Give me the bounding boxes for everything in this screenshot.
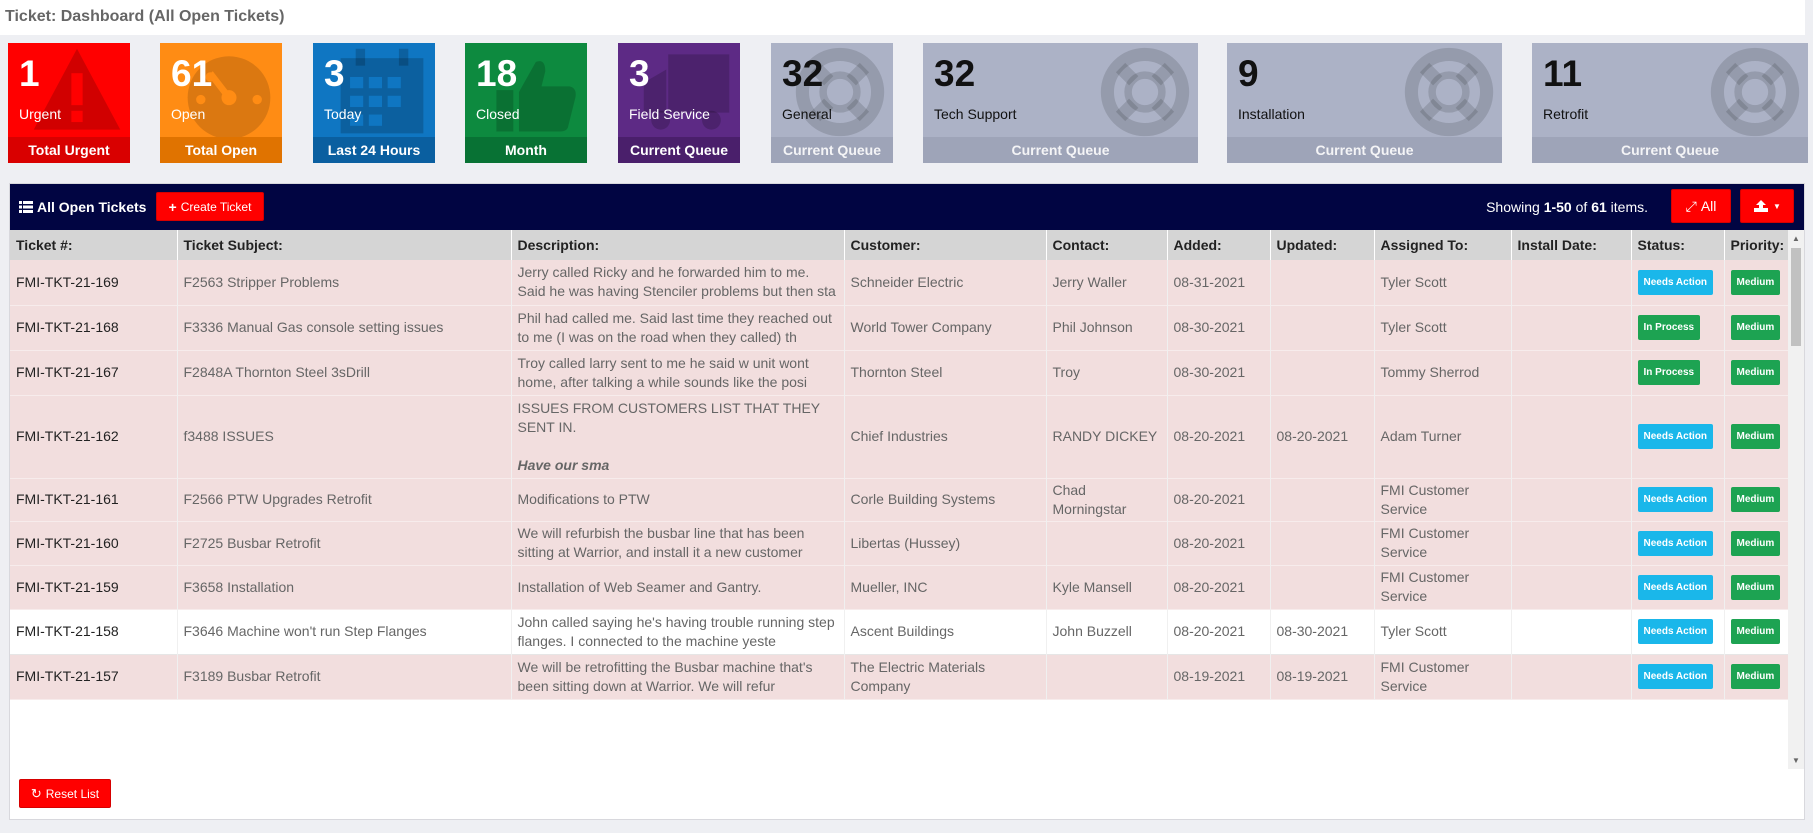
export-icon: [1753, 199, 1769, 213]
column-header[interactable]: Priority:: [1724, 230, 1790, 260]
cell-priority: [1724, 521, 1790, 565]
priority-badge: Medium: [1731, 270, 1781, 295]
column-header[interactable]: Description:: [511, 230, 844, 260]
description-text: Troy called larry sent to me he said w unit wont home, after talking a while sounds like the posi: [517, 354, 809, 390]
tile-footer[interactable]: Current Queue: [618, 137, 740, 163]
cell-priority: [1724, 654, 1790, 699]
table-row[interactable]: [10, 521, 1790, 565]
cell-assigned: Tommy Sherrod: [1374, 350, 1511, 395]
cell-assigned: Tyler Scott: [1374, 609, 1511, 654]
table-row[interactable]: [10, 305, 1790, 350]
table-row[interactable]: [10, 395, 1790, 478]
cell-install: [1511, 305, 1631, 350]
description-text: John called saying he's having trouble running step flanges. I connected to the machine yeste: [517, 613, 835, 649]
life-ring-icon: [1708, 45, 1802, 139]
tile-label: Urgent: [19, 106, 62, 122]
cell-customer: Mueller, INC: [844, 565, 1046, 609]
tile-count: 1: [19, 53, 40, 94]
description-text: Modifications to PTW: [517, 491, 650, 507]
showing-prefix: Showing: [1486, 199, 1544, 215]
scroll-up-icon[interactable]: ▲: [1792, 234, 1800, 243]
warning-icon: [30, 45, 124, 139]
table-scrollbar[interactable]: [1788, 230, 1804, 769]
cell-updated: 08-19-2021: [1270, 654, 1374, 699]
cell-assigned: FMI Customer Service: [1374, 565, 1511, 609]
calendar-icon: [335, 45, 429, 139]
cell-assigned: FMI Customer Service: [1374, 478, 1511, 521]
tile-count: 9: [1238, 53, 1259, 94]
tile-tech-support[interactable]: [923, 43, 1198, 163]
cell-id[interactable]: FMI-TKT-21-159: [10, 565, 177, 609]
tile-installation[interactable]: [1227, 43, 1502, 163]
cell-id[interactable]: FMI-TKT-21-169: [10, 260, 177, 305]
cell-status: [1631, 654, 1724, 699]
tile-retrofit[interactable]: [1532, 43, 1808, 163]
table-body: [10, 260, 1790, 699]
cell-priority: [1724, 350, 1790, 395]
description-text: Installation of Web Seamer and Gantry.: [517, 578, 762, 595]
cell-added: 08-19-2021: [1167, 654, 1270, 699]
tickets-table: [10, 230, 1790, 700]
cell-desc: [511, 478, 844, 521]
column-header[interactable]: Assigned To:: [1374, 230, 1511, 260]
priority-badge: Medium: [1731, 360, 1781, 385]
caret-down-icon: ▼: [1773, 201, 1781, 211]
tile-urgent[interactable]: [8, 43, 130, 163]
cell-updated: [1270, 521, 1374, 565]
column-header[interactable]: Status:: [1631, 230, 1724, 260]
reset-list-label: Reset List: [45, 786, 100, 801]
list-icon: [19, 201, 33, 213]
expand-icon: ⤢: [1685, 197, 1697, 214]
priority-badge: Medium: [1731, 664, 1781, 689]
cell-added: 08-20-2021: [1167, 565, 1270, 609]
table-row[interactable]: [10, 565, 1790, 609]
tile-count: 11: [1543, 53, 1583, 94]
cell-customer: Corle Building Systems: [844, 478, 1046, 521]
tickets-panel: [9, 183, 1805, 820]
create-ticket-label: Create Ticket: [180, 199, 252, 214]
cell-customer: Thornton Steel: [844, 350, 1046, 395]
showing-range: 1-50: [1543, 199, 1572, 215]
tile-footer[interactable]: Last 24 Hours: [313, 137, 435, 163]
cell-desc: [511, 654, 844, 699]
cell-updated: [1270, 565, 1374, 609]
cell-status: [1631, 260, 1724, 305]
panel-title-text: All Open Tickets: [37, 199, 147, 215]
priority-badge: Medium: [1731, 487, 1781, 512]
cell-updated: [1270, 478, 1374, 521]
column-header[interactable]: Updated:: [1270, 230, 1374, 260]
scroll-down-icon[interactable]: ▼: [1792, 756, 1800, 765]
cell-assigned: FMI Customer Service: [1374, 654, 1511, 699]
cell-added: 08-20-2021: [1167, 478, 1270, 521]
column-header[interactable]: Install Date:: [1511, 230, 1631, 260]
pagination-summary: [1486, 199, 1648, 215]
plus-icon: +: [168, 198, 177, 215]
cell-id[interactable]: FMI-TKT-21-162: [10, 395, 177, 478]
status-badge: Needs Action: [1638, 575, 1714, 600]
tile-count: 32: [934, 53, 976, 94]
cell-desc: [511, 305, 844, 350]
cell-updated: [1270, 260, 1374, 305]
tile-footer[interactable]: Current Queue: [1227, 137, 1502, 163]
export-dropdown-button[interactable]: [1740, 189, 1794, 223]
cell-customer: World Tower Company: [844, 305, 1046, 350]
cell-id[interactable]: FMI-TKT-21-168: [10, 305, 177, 350]
tile-label: Closed: [476, 106, 520, 122]
column-header[interactable]: Ticket Subject:: [177, 230, 511, 260]
panel-title: [19, 199, 146, 215]
cell-status: [1631, 350, 1724, 395]
cell-customer: Ascent Buildings: [844, 609, 1046, 654]
column-header[interactable]: Customer:: [844, 230, 1046, 260]
showing-total: 61: [1591, 199, 1607, 215]
cell-contact: [1046, 654, 1167, 699]
cell-install: [1511, 654, 1631, 699]
cell-status: [1631, 305, 1724, 350]
status-badge: Needs Action: [1638, 270, 1714, 295]
cell-contact: [1046, 521, 1167, 565]
tile-today[interactable]: [313, 43, 435, 163]
cell-desc: [511, 260, 844, 305]
tile-footer[interactable]: Current Queue: [923, 137, 1198, 163]
tile-count: 3: [629, 53, 650, 94]
cell-install: [1511, 395, 1631, 478]
cell-status: [1631, 395, 1724, 478]
priority-badge: Medium: [1731, 315, 1781, 340]
status-badge: Needs Action: [1638, 531, 1714, 556]
cell-id[interactable]: FMI-TKT-21-160: [10, 521, 177, 565]
cell-id[interactable]: FMI-TKT-21-161: [10, 478, 177, 521]
table-header-row: [10, 230, 1790, 260]
cell-contact: Troy: [1046, 350, 1167, 395]
tile-label: Field Service: [629, 106, 710, 122]
column-header[interactable]: Contact:: [1046, 230, 1167, 260]
cell-desc: [511, 609, 844, 654]
description-text: We will refurbish the busbar line that has been sitting at Warrior, and install it a new customer: [517, 525, 805, 560]
cell-contact: Kyle Mansell: [1046, 565, 1167, 609]
tile-footer[interactable]: Month: [465, 137, 587, 163]
status-badge: In Process: [1638, 315, 1701, 340]
description-text: ISSUES FROM CUSTOMERS LIST THAT THEY SENT IN.: [517, 399, 820, 435]
cell-priority: [1724, 478, 1790, 521]
expand-all-label: All: [1700, 198, 1717, 214]
refresh-icon: ↻: [30, 785, 42, 801]
panel-header: [10, 184, 1804, 230]
column-header[interactable]: Ticket #:: [10, 230, 177, 260]
cell-contact: Jerry Waller: [1046, 260, 1167, 305]
cell-id[interactable]: FMI-TKT-21-167: [10, 350, 177, 395]
cell-desc: [511, 565, 844, 609]
cell-assigned: Tyler Scott: [1374, 305, 1511, 350]
tile-label: Open: [171, 106, 206, 122]
cell-updated: 08-20-2021: [1270, 395, 1374, 478]
life-ring-icon: [1402, 45, 1496, 139]
cell-customer: Chief Industries: [844, 395, 1046, 478]
cell-customer: Libertas (Hussey): [844, 521, 1046, 565]
cell-subject: F2566 PTW Upgrades Retrofit: [177, 478, 511, 521]
cell-assigned: Tyler Scott: [1374, 260, 1511, 305]
cell-added: 08-30-2021: [1167, 350, 1270, 395]
tile-open[interactable]: [160, 43, 282, 163]
expand-all-button[interactable]: [1671, 189, 1731, 223]
cell-status: [1631, 565, 1724, 609]
cell-install: [1511, 478, 1631, 521]
status-badge: In Process: [1638, 360, 1701, 385]
table-row[interactable]: [10, 350, 1790, 395]
cell-status: [1631, 609, 1724, 654]
table-row[interactable]: [10, 478, 1790, 521]
cell-install: [1511, 350, 1631, 395]
cell-updated: 08-30-2021: [1270, 609, 1374, 654]
tile-closed[interactable]: [465, 43, 587, 163]
cell-status: [1631, 478, 1724, 521]
cell-subject: f3488 ISSUES: [177, 395, 511, 478]
cell-subject: F2563 Stripper Problems: [177, 260, 511, 305]
status-badge: Needs Action: [1638, 424, 1714, 449]
showing-of: of: [1571, 199, 1592, 215]
cell-customer: Schneider Electric: [844, 260, 1046, 305]
priority-badge: Medium: [1731, 424, 1781, 449]
table-row[interactable]: [10, 654, 1790, 699]
table-row[interactable]: [10, 609, 1790, 654]
tile-count: 61: [171, 53, 213, 94]
showing-suffix: items.: [1606, 199, 1648, 215]
tile-label: Installation: [1238, 106, 1305, 122]
cell-status: [1631, 521, 1724, 565]
cell-assigned: FMI Customer Service: [1374, 521, 1511, 565]
description-text: Phil had called me. Said last time they reached out to me (I was on the road when they called) th: [517, 309, 832, 345]
cell-subject: F3646 Machine won't run Step Flanges: [177, 609, 511, 654]
cell-added: 08-31-2021: [1167, 260, 1270, 305]
tile-general[interactable]: [771, 43, 893, 163]
cell-subject: F2848A Thornton Steel 3sDrill: [177, 350, 511, 395]
page-title: Ticket: Dashboard (All Open Tickets): [5, 8, 285, 25]
column-header[interactable]: Added:: [1167, 230, 1270, 260]
cell-added: 08-20-2021: [1167, 395, 1270, 478]
cell-install: [1511, 565, 1631, 609]
priority-badge: Medium: [1731, 531, 1781, 556]
tile-field-service[interactable]: [618, 43, 740, 163]
priority-badge: Medium: [1731, 575, 1781, 600]
cell-customer: The Electric Materials Company: [844, 654, 1046, 699]
priority-badge: Medium: [1731, 619, 1781, 644]
tile-label: Tech Support: [934, 106, 1017, 122]
cell-updated: [1270, 350, 1374, 395]
cell-priority: [1724, 395, 1790, 478]
cell-subject: F2725 Busbar Retrofit: [177, 521, 511, 565]
cell-added: 08-20-2021: [1167, 521, 1270, 565]
cell-desc: [511, 521, 844, 565]
cell-id[interactable]: FMI-TKT-21-158: [10, 609, 177, 654]
cell-priority: [1724, 609, 1790, 654]
cell-subject: F3189 Busbar Retrofit: [177, 654, 511, 699]
cell-priority: [1724, 305, 1790, 350]
cell-priority: [1724, 260, 1790, 305]
tile-label: General: [782, 106, 832, 122]
cell-install: [1511, 260, 1631, 305]
status-badge: Needs Action: [1638, 664, 1714, 689]
cell-updated: [1270, 305, 1374, 350]
cell-desc: [511, 350, 844, 395]
cell-contact: Chad Morningstar: [1046, 478, 1167, 521]
tile-footer[interactable]: Total Open: [160, 137, 282, 163]
description-emphasis: Have our sma: [517, 456, 610, 473]
tile-footer[interactable]: Current Queue: [771, 137, 893, 163]
status-badge: Needs Action: [1638, 487, 1714, 512]
cell-subject: F3336 Manual Gas console setting issues: [177, 305, 511, 350]
cell-added: 08-30-2021: [1167, 305, 1270, 350]
tickets-table-container: [10, 230, 1790, 769]
cell-priority: [1724, 565, 1790, 609]
create-ticket-button[interactable]: [156, 192, 264, 221]
tile-footer[interactable]: Current Queue: [1532, 137, 1808, 163]
cell-install: [1511, 609, 1631, 654]
cell-desc: [511, 395, 844, 478]
status-badge: Needs Action: [1638, 619, 1714, 644]
tile-footer[interactable]: Total Urgent: [8, 137, 130, 163]
reset-list-button[interactable]: [19, 779, 111, 808]
tile-count: 3: [324, 53, 345, 94]
tile-label: Today: [324, 106, 362, 122]
tile-label: Retrofit: [1543, 106, 1589, 122]
cell-contact: RANDY DICKEY: [1046, 395, 1167, 478]
cell-contact: Phil Johnson: [1046, 305, 1167, 350]
description-text: We will be retrofitting the Busbar machine that's been sitting down at Warrior. We will refur: [517, 658, 813, 694]
cell-install: [1511, 521, 1631, 565]
cell-contact: John Buzzell: [1046, 609, 1167, 654]
description-text: Jerry called Ricky and he forwarded him to me. Said he was having Stenciler problems but then sta: [517, 264, 836, 300]
life-ring-icon: [1098, 45, 1192, 139]
tile-count: 18: [476, 53, 518, 94]
page-header: [0, 0, 1805, 35]
cell-added: 08-20-2021: [1167, 609, 1270, 654]
tile-count: 32: [782, 53, 824, 94]
cell-id[interactable]: FMI-TKT-21-157: [10, 654, 177, 699]
cell-subject: F3658 Installation: [177, 565, 511, 609]
truck-icon: [640, 45, 734, 139]
cell-assigned: Adam Turner: [1374, 395, 1511, 478]
table-row[interactable]: [10, 260, 1790, 305]
scroll-thumb[interactable]: [1791, 248, 1801, 346]
